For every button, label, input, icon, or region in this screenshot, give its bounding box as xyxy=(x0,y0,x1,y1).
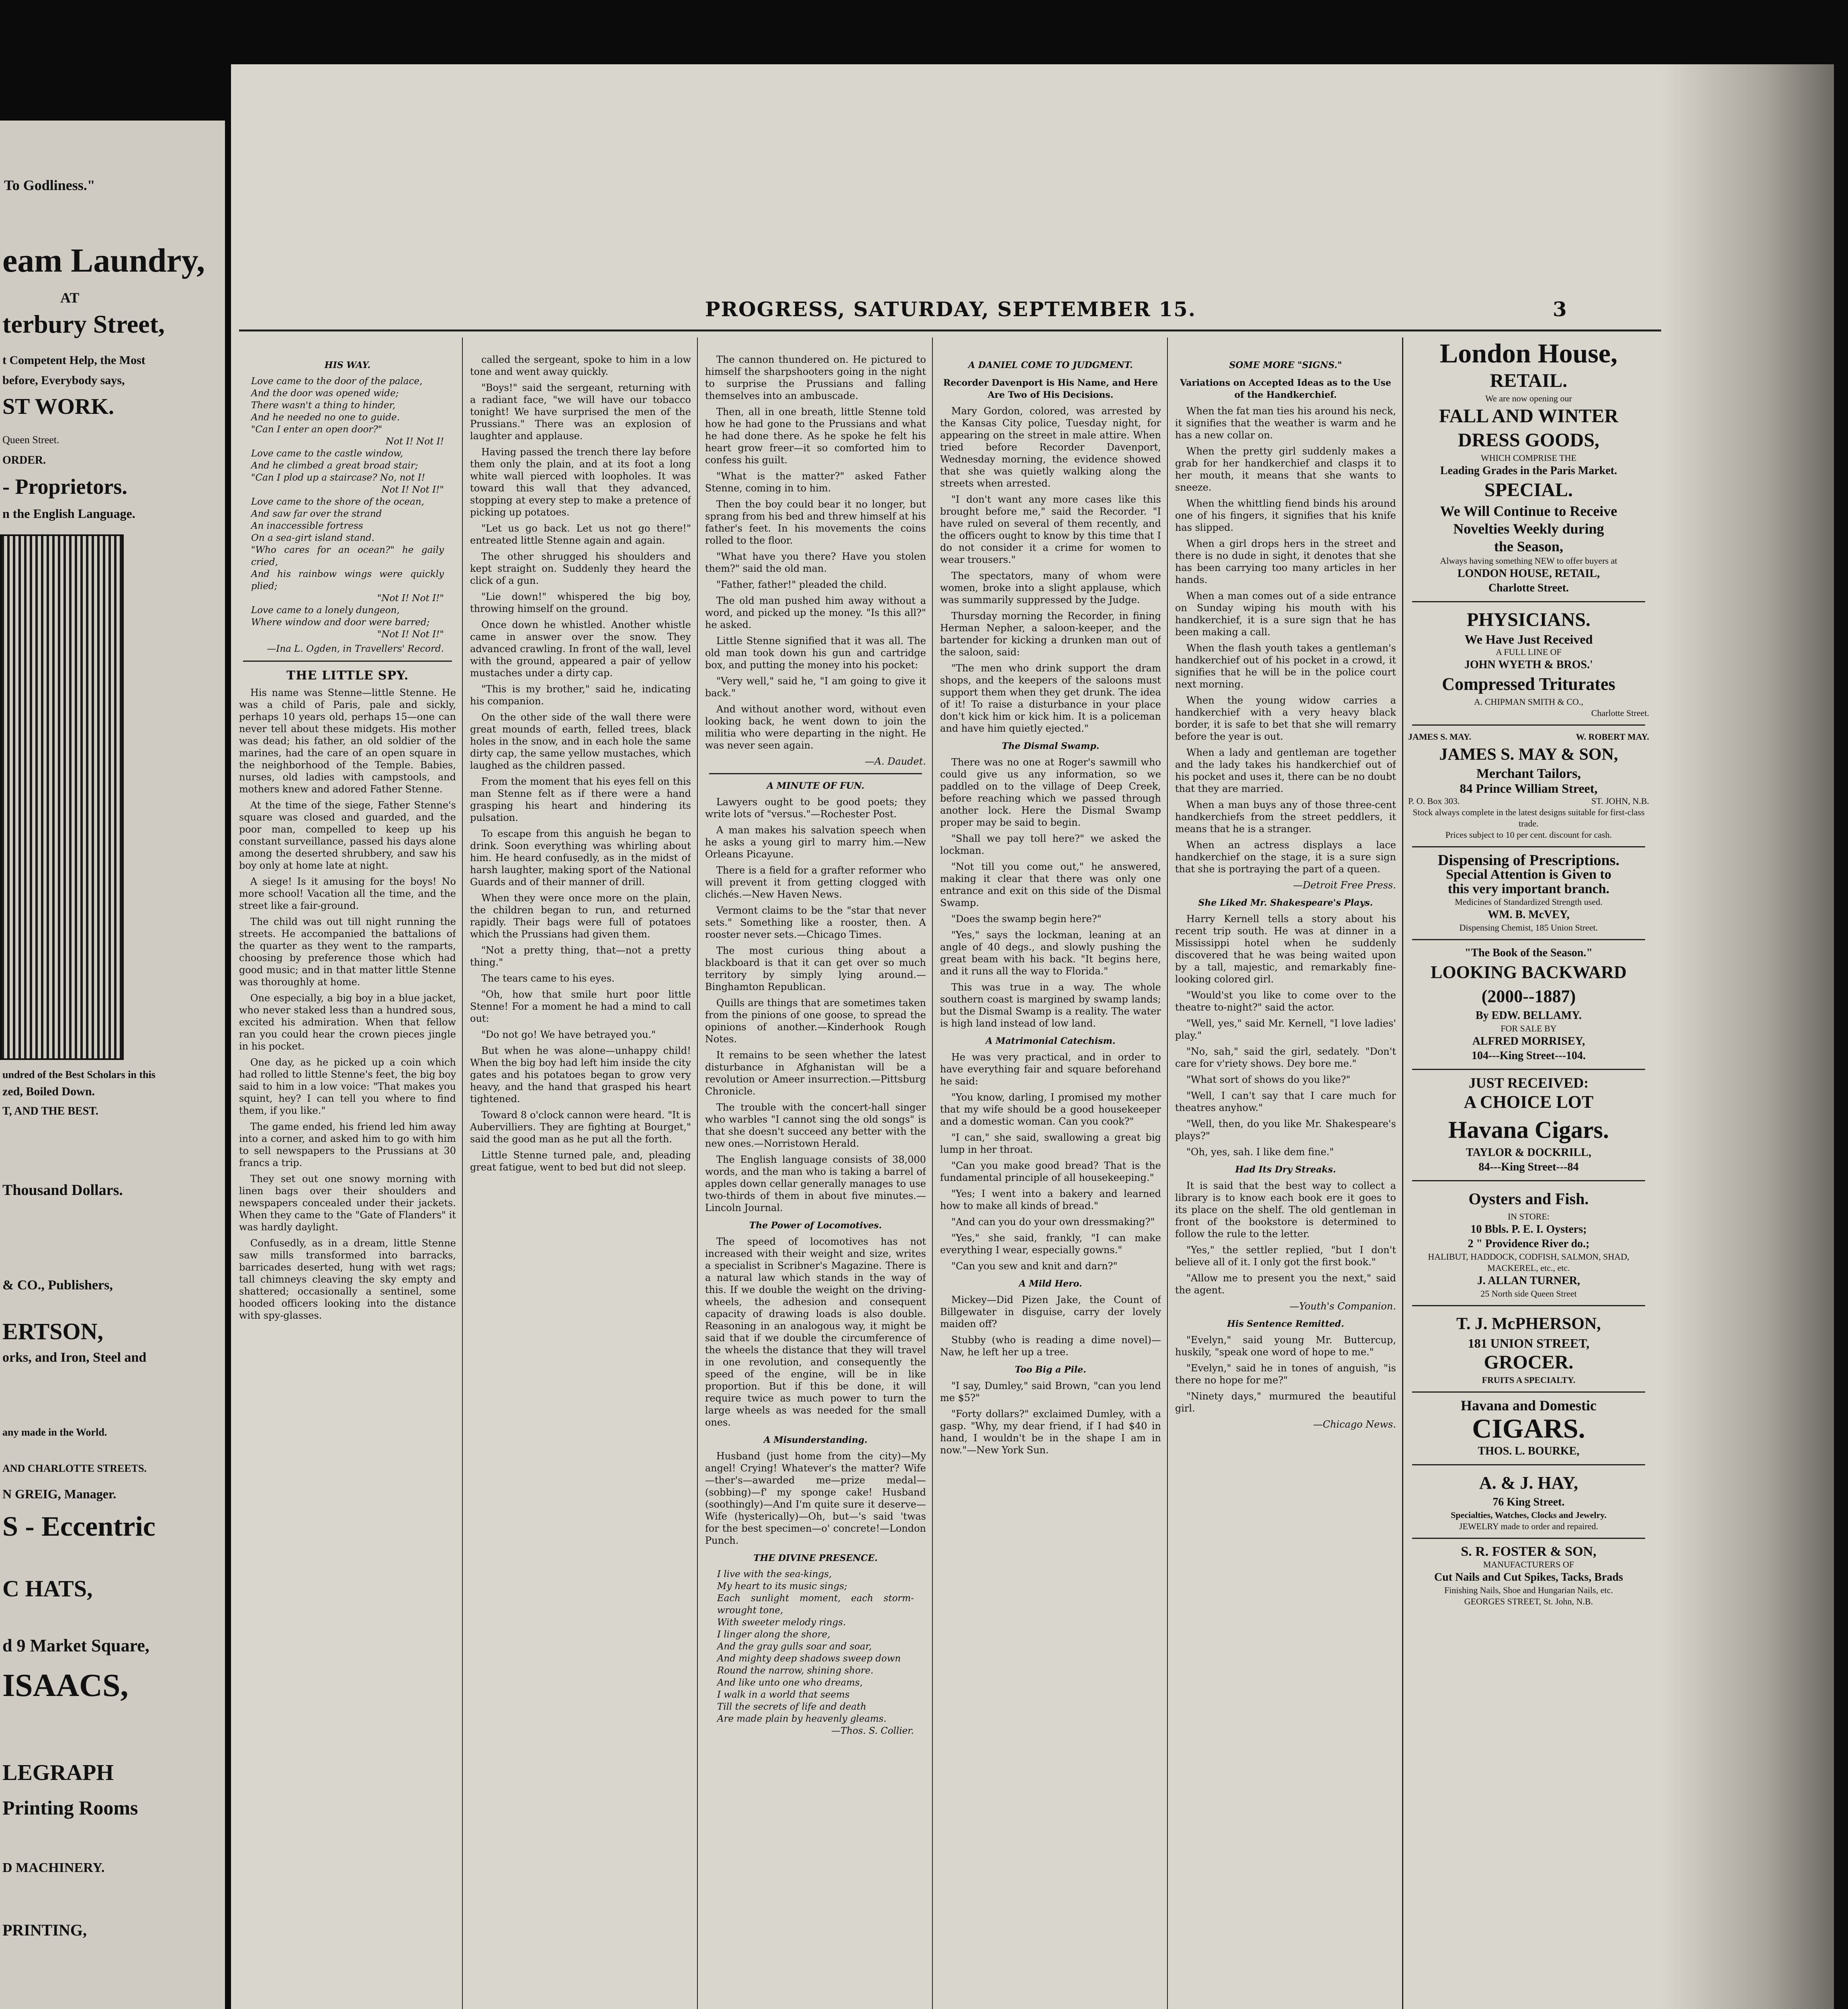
paragraph: The cannon thundered on. He pictured to himself the sharpshooters going in the night to surprise the Prussians and falling themselves into an ambuscade. xyxy=(705,354,926,401)
paragraph: "Not till you come out," he answered, making it clear that there was only one entrance and exit on this side of the Dismal Swamp. xyxy=(940,861,1161,908)
poem-line: On a sea-girt island stand. xyxy=(251,533,375,543)
ad-heading: PHYSICIANS. xyxy=(1466,609,1591,630)
paragraph: And without another word, without even looking back, he went down to join the militia who were departing in the night. He was never seen again. xyxy=(705,704,926,751)
ad-text: Finishing Nails, Shoe and Hungarian Nails, etc. xyxy=(1444,1585,1613,1595)
paragraph: "Boys!" said the sergeant, returning with a radiant face, "we will have our tobacco tonight! We have surprised the men of the Prussians." There was an explosion of laughter and applause. xyxy=(470,382,691,442)
paragraph: "You know, darling, I promised my mother that my wife should be a good housekeeper and a domestic woman. Can you cook?" xyxy=(940,1092,1161,1127)
column-1 xyxy=(239,354,456,2009)
poem-line: With sweeter melody rings. xyxy=(717,1617,846,1628)
paragraph: When a man buys any of those three-cent handkerchiefs from the street peddlers, it means that he is a stranger. xyxy=(1175,799,1396,835)
paragraph: "I don't want any more cases like this brought before me," said the Recorder. "I have ruled on several of them recently, and the officers ought to know by this time that I do not consider it a crime for women to wear trousers." xyxy=(940,494,1161,565)
poem-line: "Not I! Not I!" xyxy=(377,593,444,604)
paragraph: Vermont claims to be the "star that never sets." Something like a rooster, then. A rooster never sets.—Chicago Times. xyxy=(705,905,926,940)
ad-text: 84 Prince William Street, xyxy=(1460,781,1598,796)
paragraph: "And can you do your own dressmaking?" xyxy=(951,1216,1155,1227)
column-4 xyxy=(940,354,1161,2009)
paragraph: "Can you make good bread? That is the fundamental principle of all housekeeping." xyxy=(940,1160,1161,1183)
ad-text xyxy=(1408,796,1649,807)
left-line: - Proprietors. xyxy=(2,475,127,499)
ad-text: this very important branch. xyxy=(1447,882,1610,896)
column-rule xyxy=(697,338,698,2009)
ad-text: ALFRED MORRISEY, xyxy=(1472,1035,1585,1047)
poem-line: "Who cares for an ocean?" he gaily cried, xyxy=(251,545,444,567)
divider xyxy=(1412,1538,1645,1539)
paragraph: Little Stenne turned pale, and, pleading great fatigue, went to bed but did not sleep. xyxy=(470,1150,691,1173)
poem xyxy=(717,1568,914,1737)
paragraph: "Ninety days," murmured the beautiful girl. xyxy=(1175,1391,1396,1414)
left-line: before, Everybody says, xyxy=(2,374,125,387)
paragraph: It remains to be seen whether the latest disturbance in Afghanistan will be a revolution or Ameer insurrection.—Pittsburg Chronicle. xyxy=(705,1050,926,1097)
section-title: A MINUTE OF FUN. xyxy=(767,781,865,791)
ad-text: 25 North side Queen Street xyxy=(1480,1289,1577,1299)
paragraph: "Well, I can't say that I care much for theatres anyhow." xyxy=(1175,1090,1396,1113)
ad-name: W. ROBERT MAY. xyxy=(1576,732,1649,742)
ad-text: Merchant Tailors, xyxy=(1476,766,1581,781)
divider xyxy=(709,773,922,774)
ad-heading: FALL AND WINTER xyxy=(1439,405,1619,427)
paragraph: "Well, yes," said Mr. Kernell, "I love ladies' play." xyxy=(1175,1018,1396,1041)
paragraph: "Forty dollars?" exclaimed Dumley, with a gasp. "Why, my dear friend, if I had $40 in hand, I wouldn't be in the shape I am in now."—New York Sun. xyxy=(940,1408,1161,1456)
left-line: ERTSON, xyxy=(2,1318,103,1344)
poem-line: And he climbed a great broad stair; xyxy=(251,460,418,471)
left-line: ISAACS, xyxy=(2,1668,129,1703)
ad-text: TAYLOR & DOCKRILL, xyxy=(1466,1146,1591,1159)
ad-text: Specialties, Watches, Clocks and Jewelry. xyxy=(1451,1510,1607,1520)
left-line: & CO., Publishers, xyxy=(2,1278,113,1293)
masthead-rule xyxy=(239,329,1822,331)
story-title: THE LITTLE SPY. xyxy=(286,669,409,683)
ad-heading: Havana Cigars. xyxy=(1448,1117,1609,1143)
paragraph: "Yes," the settler replied, "but I don't believe all of it. I only got the first book." xyxy=(1175,1244,1396,1268)
paragraph: Thursday morning the Recorder, in fining Herman Nepher, a saloon-keeper, and the bartender for kicking a drunken man out of the saloon, said: xyxy=(940,610,1161,658)
paragraph: "Yes; I went into a bakery and learned how to make all kinds of bread." xyxy=(940,1188,1161,1211)
paragraph: They set out one snowy morning with linen bags over their shoulders and newspapers concealed under their jackets. When they came to the "Gate of Flanders" it was hardly daylight. xyxy=(239,1173,456,1233)
paragraph: "Not a pretty thing, that—not a pretty thing." xyxy=(470,945,691,968)
credit: —A. Daudet. xyxy=(865,756,926,767)
ad-text: Leading Grades in the Paris Market. xyxy=(1440,464,1617,477)
ad-text: JEWELRY made to order and repaired. xyxy=(1459,1521,1599,1531)
paragraph: A man makes his salvation speech when he asks a young girl to marry him.—New Orleans Picayune. xyxy=(705,824,926,860)
paragraph: "Allow me to present you the next," said the agent. xyxy=(1175,1273,1396,1296)
paragraph: At the time of the siege, Father Stenne's square was closed and guarded, and the poor man, compelled to keep up his constant surveillance, passed his days alone among the deserted shrubbery, and saw his boy only at home late at night. xyxy=(239,800,456,871)
poem-line: There wasn't a thing to hinder, xyxy=(251,400,396,411)
paragraph: When a lady and gentleman are together and the lady takes his handkerchief out of his pocket and uses it, there can be no doubt that they are married. xyxy=(1175,747,1396,794)
poem-line: Love came to a lonely dungeon, xyxy=(251,605,400,616)
ad-text: 84---King Street---84 xyxy=(1478,1161,1579,1173)
section-title: A Misunderstanding. xyxy=(763,1435,868,1445)
ad-heading: JAMES S. MAY & SON, xyxy=(1439,745,1618,764)
ad-text: Prices subject to 10 per cent. discount for cash. xyxy=(1445,830,1612,840)
paragraph: There was no one at Roger's sawmill who could give us any information, so we paddled on to the village of Deep Creek, before reaching which we passed through another lock. Here the Dismal Swamp proper may be said to begin. xyxy=(940,757,1161,828)
paragraph: When the whittling fiend binds his around one of his fingers, it signifies that his knife has slipped. xyxy=(1175,498,1396,533)
paragraph: On the other side of the wall there were great mounds of earth, felled trees, black holes in the snow, and in each hole the same dirty cap, the same yellow mustaches, which laughed as the children passed. xyxy=(470,712,691,771)
poem-line: Each sunlight moment, each storm-wrought tone, xyxy=(717,1593,914,1616)
paragraph: "Evelyn," said young Mr. Buttercup, huskily, "speak one word of hope to me." xyxy=(1175,1334,1396,1358)
ad-text: MANUFACTURERS OF xyxy=(1483,1559,1574,1569)
paragraph: "Well, then, do you like Mr. Shakespeare's plays?" xyxy=(1175,1118,1396,1142)
ad-heading: RETAIL. xyxy=(1490,370,1568,391)
paragraph: Lawyers ought to be good poets; they write lots of "versus."—Rochester Post. xyxy=(705,796,926,820)
ad-text: We are now opening our xyxy=(1485,393,1572,403)
paragraph: There is a field for a grafter reformer who will prevent it from getting clogged with clichés.—New Haven News. xyxy=(705,865,926,900)
ad-heading: (2000--1887) xyxy=(1481,986,1576,1006)
left-line: zed, Boiled Down. xyxy=(2,1085,95,1098)
left-line: AND CHARLOTTE STREETS. xyxy=(2,1463,147,1474)
paragraph: When an actress displays a lace handkerchief on the stage, it is a sure sign that she is portraying the part of a queen. xyxy=(1175,839,1396,875)
ad-text: HALIBUT, HADDOCK, CODFISH, SALMON, SHAD, MACKEREL, etc., etc. xyxy=(1428,1252,1629,1273)
section-title: THE DIVINE PRESENCE. xyxy=(753,1553,878,1563)
ad-text: Charlotte Street. xyxy=(1488,582,1569,594)
article-subtitle: Recorder Davenport is His Name, and Here Are Two of His Decisions. xyxy=(943,378,1158,400)
ad-text: WM. B. McVEY, xyxy=(1488,908,1570,921)
section-title: The Power of Locomotives. xyxy=(749,1220,882,1231)
paragraph: This was true in a way. The whole southern coast is margined by swamp lands; but the Dismal Swamp is a reality. The water is high land instead of low land. xyxy=(940,982,1161,1029)
article-title: A DANIEL COME TO JUDGMENT. xyxy=(968,360,1133,370)
poem-line: And the gray gulls soar and soar, xyxy=(717,1641,872,1652)
ad-name: JAMES S. MAY. xyxy=(1408,732,1472,742)
advertisements-column xyxy=(1408,338,1649,2009)
paragraph: "Does the swamp begin here?" xyxy=(951,913,1102,925)
ad-text: FOR SALE BY xyxy=(1500,1023,1557,1033)
poem-line: And saw far over the strand xyxy=(251,509,382,519)
paragraph: "Can you sew and knit and darn?" xyxy=(951,1260,1118,1272)
paragraph: The tears came to his eyes. xyxy=(481,973,615,984)
paragraph: "Do not go! We have betrayed you." xyxy=(481,1029,656,1040)
paragraph: Quills are things that are sometimes taken from the pinions of one goose, to spread the opinions of another.—Kinderhook Rough Notes. xyxy=(705,997,926,1045)
paragraph: "I can," she said, swallowing a great big lump in her throat. xyxy=(940,1132,1161,1155)
paragraph: His name was Stenne—little Stenne. He was a child of Paris, pale and sickly, perhaps 10 years old, perhaps 15—one can never tell about these midgets. His mother was dead; his father, an old soldier of the marines, had the care of an open square in the neighborhood of the Temple. Babies, nurses, old ladies with campstools, and mothers knew and adored Father Stenne. xyxy=(239,687,456,795)
paragraph: When the fat man ties his around his neck, it signifies that the weather is warm and he has a new collar on. xyxy=(1175,405,1396,441)
ad-text: the Season, xyxy=(1494,538,1564,554)
paragraph: "What sort of shows do you like?" xyxy=(1186,1074,1351,1085)
paragraph: The trouble with the concert-hall singer who warbles "I cannot sing the old songs" is that she doesn't succeed any better with the new ones.—Norristown Herald. xyxy=(705,1102,926,1149)
left-line: Queen Street. xyxy=(2,434,59,446)
masthead: PROGRESS, SATURDAY, SEPTEMBER 15. xyxy=(705,297,1196,321)
paragraph: But when he was alone—unhappy child! When the big boy had left him inside the city gates and his potatoes began to grow very heavy, and the hand that grasped his heart tightened. xyxy=(470,1045,691,1105)
paragraph: "Very well," said he, "I am going to give it back." xyxy=(705,675,926,699)
paragraph: The most curious thing about a blackboard is that it can get over so much territory by simply lying around.—Binghamton Republican. xyxy=(705,945,926,992)
column-rule xyxy=(462,338,463,2009)
poem-line: Love came to the castle window, xyxy=(251,448,403,459)
poem-line: And his rainbow wings were quickly plied; xyxy=(251,569,444,591)
divider xyxy=(1412,601,1645,602)
paragraph: When they were once more on the plain, the children began to run, and returned rapidly. Their bags were full of potatoes which the Prussians had given them. xyxy=(470,892,691,940)
divider xyxy=(1412,1391,1645,1393)
ad-text: By EDW. BELLAMY. xyxy=(1475,1009,1582,1022)
poem-line: Where window and door were barred; xyxy=(251,617,430,628)
paragraph: The old man pushed him away without a word, and picked up the money. "Is this all?" he asked. xyxy=(705,595,926,630)
paragraph: The other shrugged his shoulders and kept straight on. Suddenly they heard the click of a gun. xyxy=(470,551,691,586)
paragraph: "This is my brother," said he, indicating his companion. xyxy=(470,683,691,707)
paragraph: "Shall we pay toll here?" we asked the lockman. xyxy=(940,833,1161,856)
left-line: S - Eccentric xyxy=(2,1511,155,1542)
paragraph: "Yes," she said, frankly, "I can make everything I wear, especially gowns." xyxy=(940,1232,1161,1256)
paragraph: "The men who drink support the dram shops, and the keepers of the saloons must support them when they get drunk. The idea of it! To raise a disturbance in your place don't kick him or kick him. It is a policeman and have him quietly ejected." xyxy=(940,663,1161,734)
ad-text: FRUITS A SPECIALTY. xyxy=(1482,1375,1576,1385)
poem-line: Round the narrow, shining shore. xyxy=(717,1665,874,1676)
paragraph: "Would'st you like to come over to the theatre to-night?" said the actor. xyxy=(1175,990,1396,1013)
ad-address: ST. JOHN, N.B. xyxy=(1591,796,1649,806)
left-line: PRINTING, xyxy=(2,1921,87,1939)
divider xyxy=(243,661,452,662)
poem-line: And the door was opened wide; xyxy=(251,388,399,399)
left-line: eam Laundry, xyxy=(2,242,205,279)
column-rule xyxy=(1167,338,1168,2009)
column-5 xyxy=(1175,354,1396,2009)
building-illustration xyxy=(0,534,124,1060)
paragraph: Once down he whistled. Another whistle came in answer over the snow. They advanced crawling. In front of the wall, level with the ground, appeared a pair of yellow mustaches under a dirty cap. xyxy=(470,619,691,679)
ad-text: 10 Bbls. P. E. I. Oysters; xyxy=(1470,1223,1587,1236)
paragraph: "Oh, how that smile hurt poor little Stenne! For a moment he had a mind to call out: xyxy=(470,989,691,1024)
credit: —Youth's Companion. xyxy=(1289,1301,1396,1312)
paragraph: When the flash youth takes a gentleman's handkerchief out of his pocket in a crowd, it signifies that he will be in the police court next morning. xyxy=(1175,642,1396,690)
paragraph: "What have you there? Have you stolen them?" said the old man. xyxy=(705,551,926,574)
ad-text: 181 UNION STREET, xyxy=(1468,1336,1590,1350)
paragraph: Toward 8 o'clock cannon were heard. "It is Aubervilliers. They are fighting at Bourget," said the good man as he put all the forth. xyxy=(470,1109,691,1145)
section-title: The Dismal Swamp. xyxy=(1002,741,1100,751)
paragraph: called the sergeant, spoke to him in a low tone and went away quickly. xyxy=(470,354,691,377)
paragraph: "I say, Dumley," said Brown, "can you lend me $5?" xyxy=(940,1380,1161,1403)
paragraph: Then the boy could bear it no longer, but sprang from his bed and threw himself at his father's feet. In his movements the coins rolled to the floor. xyxy=(705,499,926,546)
left-line: d 9 Market Square, xyxy=(2,1636,149,1655)
paragraph: When the pretty girl suddenly makes a grab for her handkerchief and clasps it to her mouth, it means that she wants to sneeze. xyxy=(1175,446,1396,493)
ad-text: WHICH COMPRISE THE xyxy=(1481,453,1576,463)
paragraph: The child was out till night running the streets. He accompanied the battalions of the quarter as they went to the ramparts, choosing by preference those which had good music; and in that matter little Stenne was thoroughly at home. xyxy=(239,916,456,988)
divider xyxy=(1412,1069,1645,1070)
left-line: D MACHINERY. xyxy=(2,1860,105,1875)
ad-heading: LOOKING BACKWARD xyxy=(1431,962,1627,982)
left-line: terbury Street, xyxy=(2,310,165,338)
column-rule xyxy=(1402,338,1403,2009)
paragraph: Confusedly, as in a dream, little Stenne saw mills transformed into barracks, barricades deserted, hung with wet rags; tall chimneys cleaving the sky empty and shattered; occasionally a sentinel, some hooded officers looking into the distance with spy-glasses. xyxy=(239,1238,456,1321)
ad-heading: Compressed Triturates xyxy=(1442,674,1615,694)
ad-text: A. CHIPMAN SMITH & CO., xyxy=(1474,697,1583,707)
ad-text: S. R. FOSTER & SON, xyxy=(1461,1544,1597,1559)
article-subtitle: Variations on Accepted Ideas as to the Use of the Handkerchief. xyxy=(1180,378,1391,400)
paragraph: "No, sah," said the girl, sedately. "Don't care for v'riety shows. Dey bore me." xyxy=(1175,1046,1396,1069)
paragraph: To escape from this anguish he began to drink. Soon everything was whirling about him. He heard confusedly, as in the midst of harsh laughter, making sport of the National Guards and of their manner of drill. xyxy=(470,828,691,888)
ad-address: P. O. Box 303. xyxy=(1408,796,1460,806)
poem-line: Love came to the shore of the ocean, xyxy=(251,497,424,507)
poem xyxy=(251,375,444,655)
section-title: A Mild Hero. xyxy=(1019,1279,1082,1289)
poem-line: I walk in a world that seems xyxy=(717,1690,850,1700)
left-line: ST WORK. xyxy=(2,394,114,419)
ad-text: 2 " Providence River do.; xyxy=(1468,1238,1590,1250)
paragraph: The speed of locomotives has not increased with their weight and size, writes a specialist in Scribner's Magazine. There is a natural law which stands in the way of this. If we double the weight on the driving-wheels, the adhesion and consequent capacity of drawing loads is also double. Reasoning in an analogous way, it might be said that if we double the circumference of the wheels the distance that they will travel in one revolution, and consequently the speed of the engine, will be in like proportion. But if this be done, it will require twice as much power to turn the large wheels as was needed for the small ones. xyxy=(705,1236,926,1428)
paragraph: A siege! Is it amusing for the boys! No more school! Vacation all the time, and the street like a fair-ground. xyxy=(239,876,456,911)
article-title: SOME MORE "SIGNS." xyxy=(1229,360,1342,370)
ad-text: JUST RECEIVED: xyxy=(1468,1075,1589,1091)
paragraph: When a girl drops hers in the street and there is no dude in sight, it denotes that she has been carrying too many articles in her hands. xyxy=(1175,538,1396,585)
paragraph: "What is the matter?" asked Father Stenne, coming in to him. xyxy=(705,471,926,494)
paragraph: Harry Kernell tells a story about his recent trip south. He was at dinner in a Mississippi hotel when he suddenly discovered that he was being waited upon by a tall, majestic, and remarkably fine-looking colored girl. xyxy=(1175,913,1396,985)
page-number: 3 xyxy=(1553,297,1567,321)
section-title: Too Big a Pile. xyxy=(1015,1365,1086,1375)
paragraph: "Oh, yes, sah. I like dem fine." xyxy=(1186,1146,1334,1158)
ad-text xyxy=(1408,731,1649,743)
divider xyxy=(1412,846,1645,847)
paragraph: It is said that the best way to collect a library is to know each book ere it goes to its place on the shelf. The old gentleman in front of the bookstore is determined to follow the rule to the letter. xyxy=(1175,1180,1396,1240)
paragraph: When the young widow carries a handkerchief with a very heavy black border, it is safe to bet that she will remarry before the year is out. xyxy=(1175,695,1396,742)
ad-heading: CIGARS. xyxy=(1472,1413,1585,1444)
ad-heading: London House, xyxy=(1439,338,1618,368)
paragraph: "Let us go back. Let us not go there!" entreated little Stenne again and again. xyxy=(470,523,691,546)
divider xyxy=(1412,939,1645,940)
poem-credit: —Ina L. Ogden, in Travellers' Record. xyxy=(267,644,444,654)
paragraph: Mickey—Did Pizen Jake, the Count of Billgewater in disguise, carry der lovely maiden off? xyxy=(940,1294,1161,1330)
ad-text: Cut Nails and Cut Spikes, Tacks, Brads xyxy=(1434,1571,1623,1583)
paragraph: He was very practical, and in order to have everything fair and square beforehand he said: xyxy=(940,1052,1161,1087)
poem-line: "Not I! Not I!" xyxy=(377,629,444,640)
poem-line: Love came to the door of the palace, xyxy=(251,376,423,387)
paragraph: From the moment that his eyes fell on this man Stenne felt as if there were a hand grasping his heart and hindering its pulsation. xyxy=(470,776,691,823)
left-line: To Godliness." xyxy=(4,177,95,193)
ad-text: IN STORE: xyxy=(1507,1211,1550,1221)
left-line: N GREIG, Manager. xyxy=(2,1487,117,1501)
left-line: ORDER. xyxy=(2,454,46,466)
left-page-fragment xyxy=(0,121,225,2009)
left-line: LEGRAPH xyxy=(2,1760,114,1785)
left-line: n the English Language. xyxy=(2,506,135,521)
left-line: undred of the Best Scholars in this xyxy=(2,1069,155,1080)
left-line: Printing Rooms xyxy=(2,1796,138,1819)
poem-line: And like unto one who dreams, xyxy=(717,1678,863,1688)
ad-text: Special Attention is Given to xyxy=(1446,867,1611,882)
left-line: any made in the World. xyxy=(2,1426,107,1438)
credit: —Chicago News. xyxy=(1313,1419,1396,1430)
section-title: A Matrimonial Catechism. xyxy=(985,1036,1116,1046)
ad-heading: DRESS GOODS, xyxy=(1458,430,1600,451)
ad-text: Havana and Domestic xyxy=(1460,1397,1597,1414)
ad-heading: A CHOICE LOT xyxy=(1464,1092,1594,1112)
paragraph: Husband (just home from the city)—My angel! Crying! Whatever's the matter? Wife—ther's—awarded me—prize medal—(sobbing)—f' my sponge cake! Husband (soothingly)—And I'm quite sure it deserve— Wife (hysterically)—Oh, but—'s said 'twas for the best specimen—o' concrete!—London Punch. xyxy=(705,1450,926,1546)
newspaper-page xyxy=(231,64,1834,2009)
ad-text: We Have Just Received xyxy=(1464,632,1593,646)
column-3 xyxy=(705,354,926,2009)
ad-heading: T. J. McPHERSON, xyxy=(1456,1315,1601,1333)
left-line: Thousand Dollars. xyxy=(2,1182,123,1199)
paragraph: Mary Gordon, colored, was arrested by the Kansas City police, Tuesday night, for appearing on the street in male attire. When tried before Recorder Davenport, Wednesday morning, the evidence showed that she was quietly walking along the streets when arrested. xyxy=(940,405,1161,489)
ad-text: Stock always complete in the latest designs suitable for first-class trade. xyxy=(1413,807,1645,829)
ad-heading: Oysters and Fish. xyxy=(1468,1190,1589,1208)
paragraph: "Evelyn," said he in tones of anguish, "is there no hope for me?" xyxy=(1175,1363,1396,1386)
page-edge-shadow xyxy=(1661,64,1834,2009)
ad-text: 104---King Street---104. xyxy=(1471,1050,1586,1062)
poem-line: Are made plain by heavenly gleams. xyxy=(717,1714,887,1724)
paragraph: "Yes," says the lockman, leaning at an angle of 40 degs., and slowly pushing the great beam with his back. "It begins here, and it runs all the way to Florida." xyxy=(940,929,1161,977)
paragraph: The spectators, many of whom were women, broke into a slight applause, which was summarily suppressed by the Judge. xyxy=(940,570,1161,606)
ad-heading: A. & J. HAY, xyxy=(1479,1473,1578,1493)
section-title: She Liked Mr. Shakespeare's Plays. xyxy=(1198,898,1373,908)
ad-heading: Dispensing of Prescriptions. xyxy=(1437,852,1620,869)
paragraph: One day, as he picked up a coin which had rolled to little Stenne's feet, the big boy said to him in a low voice: "That makes you squint, hey? I can tell you where to find them, if you like." xyxy=(239,1057,456,1116)
ad-text: J. ALLAN TURNER, xyxy=(1477,1275,1580,1287)
poem-credit: —Thos. S. Collier. xyxy=(831,1726,914,1736)
paragraph: When a man comes out of a side entrance on Sunday wiping his mouth with his handkerchief, it is a sure sign that he has been making a call. xyxy=(1175,590,1396,638)
divider xyxy=(1412,1464,1645,1465)
ad-text: THOS. L. BOURKE, xyxy=(1478,1445,1580,1457)
divider xyxy=(1412,724,1645,726)
ad-text: Charlotte Street. xyxy=(1591,708,1649,718)
poem-line: I live with the sea-kings, xyxy=(717,1569,832,1579)
poem-line: Till the secrets of life and death xyxy=(717,1702,867,1712)
left-line: T, AND THE BEST. xyxy=(2,1105,98,1117)
paragraph: Little Stenne signified that it was all. The old man took down his gun and cartridge box, and putting the money into his pocket: xyxy=(705,635,926,671)
section-title: His Sentence Remitted. xyxy=(1227,1319,1344,1329)
left-line: C HATS, xyxy=(2,1575,93,1602)
column-rule xyxy=(932,338,933,2009)
ad-text: "The Book of the Season." xyxy=(1464,947,1593,959)
ad-text: Medicines of Standardized Strength used. xyxy=(1455,897,1603,907)
ad-heading: SPECIAL. xyxy=(1484,479,1573,501)
paragraph: Having passed the trench there lay before them only the plain, and at its foot a long white wall pierced with loopholes. It was toward this wall that they advanced, stopping at every step to make a pretence of picking up potatoes. xyxy=(470,446,691,518)
left-line: AT xyxy=(60,290,80,306)
ad-text: Novelties Weekly during xyxy=(1453,521,1604,537)
ad-text: We Will Continue to Receive xyxy=(1440,503,1617,519)
paragraph: Stubby (who is reading a dime novel)—Naw, he left her up a tree. xyxy=(940,1334,1161,1358)
poem-line: Not I! Not I!" xyxy=(381,485,444,495)
ad-text: 76 King Street. xyxy=(1492,1496,1565,1508)
ad-text: Dispensing Chemist, 185 Union Street. xyxy=(1459,923,1598,933)
poem-line: And he needed no one to guide. xyxy=(251,412,400,423)
divider xyxy=(1412,1180,1645,1181)
left-line: t Competent Help, the Most xyxy=(2,354,145,367)
poem-line: "Can I enter an open door?" xyxy=(251,424,382,435)
poem-line: I linger along the shore, xyxy=(717,1629,830,1640)
poem-line: An inaccessible fortress xyxy=(251,521,363,531)
poem-line: My heart to its music sings; xyxy=(717,1581,847,1592)
ad-text: JOHN WYETH & BROS.' xyxy=(1464,659,1593,671)
paragraph: Then, all in one breath, little Stenne told how he had gone to the Prussians and what he had done there. As he spoke he felt his heart grow freer—it so comforted him to confess his guilt. xyxy=(705,406,926,466)
ad-text: Always having something NEW to offer buyers at xyxy=(1440,556,1617,566)
left-line: orks, and Iron, Steel and xyxy=(2,1350,147,1365)
ad-text: A FULL LINE OF xyxy=(1496,647,1562,657)
paragraph: The game ended, his friend led him away into a corner, and asked him to go with him to sell newspapers to the Prussians at 30 francs a trip. xyxy=(239,1121,456,1168)
section-title: Had Its Dry Streaks. xyxy=(1235,1164,1336,1175)
ad-heading: GROCER. xyxy=(1484,1352,1574,1373)
divider xyxy=(1412,1305,1645,1306)
column-2 xyxy=(470,354,691,2009)
paragraph: "Father, father!" pleaded the child. xyxy=(716,579,887,590)
credit: —Detroit Free Press. xyxy=(1293,880,1396,891)
ad-text: GEORGES STREET, St. John, N.B. xyxy=(1464,1596,1593,1606)
poem-line: "Can I plod up a staircase? No, not I! xyxy=(251,473,425,483)
poem-line: And mighty deep shadows sweep down xyxy=(717,1653,901,1664)
paragraph: "Lie down!" whispered the big boy, throwing himself on the ground. xyxy=(470,591,691,614)
paragraph: One especially, a big boy in a blue jacket, who never staked less than a hundred sous, excited his admiration. When that fellow ran you could hear the crown pieces jingle in his pocket. xyxy=(239,992,456,1052)
paragraph: The English language consists of 38,000 words, and the man who is taking a barrel of apples down cellar generally manages to use two-thirds of them in about five minutes.—Lincoln Journal. xyxy=(705,1154,926,1213)
poem-title: HIS WAY. xyxy=(324,360,371,370)
ad-text: LONDON HOUSE, RETAIL, xyxy=(1457,567,1600,580)
poem-line: Not I! Not I! xyxy=(385,436,444,447)
